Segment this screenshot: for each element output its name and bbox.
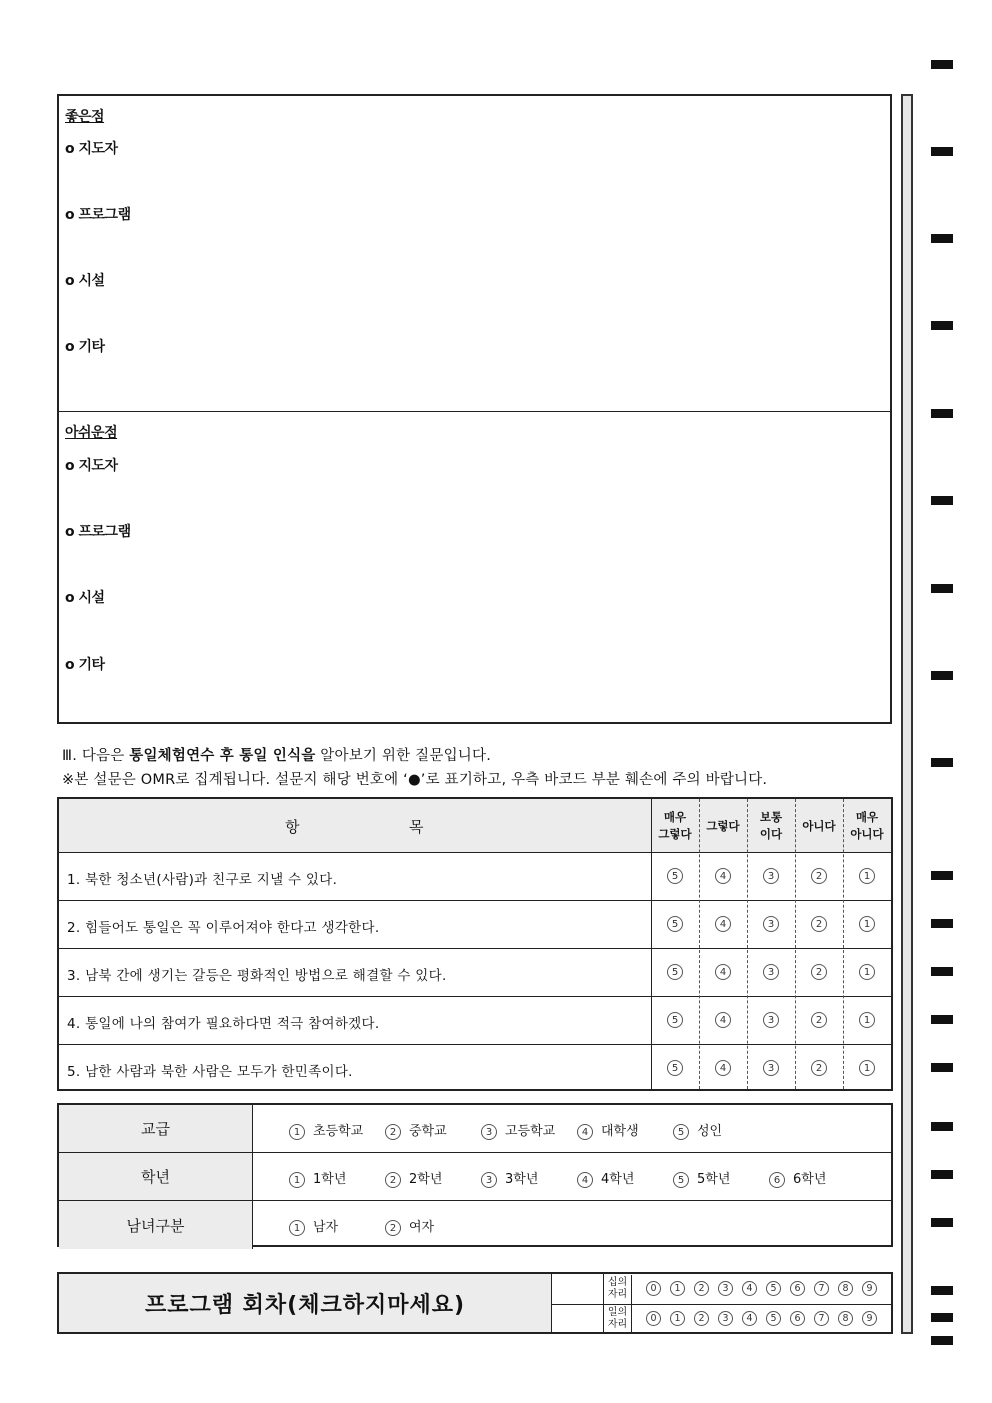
side-strip xyxy=(901,94,913,1334)
ones-digit-bubble[interactable]: 4 xyxy=(742,1311,757,1326)
timing-mark xyxy=(931,1170,953,1179)
tens-digit-bubble[interactable]: 6 xyxy=(790,1281,805,1296)
answer-bubble-q2-5[interactable]: 5 xyxy=(667,916,683,932)
scale-header-1: 매우 그렇다 xyxy=(658,810,692,841)
tens-digit-bubble[interactable]: 3 xyxy=(718,1281,733,1296)
demographic-option[interactable] xyxy=(673,1120,722,1140)
answer-bubble-q5-4[interactable]: 4 xyxy=(715,1060,731,1076)
demographic-label: 남녀구분 xyxy=(59,1201,253,1249)
ones-digit-bubble[interactable]: 1 xyxy=(670,1311,685,1326)
ones-digit-bubble[interactable]: 5 xyxy=(766,1311,781,1326)
answer-bubble-q1-3[interactable]: 3 xyxy=(763,868,779,884)
option-bubble[interactable]: 1 xyxy=(289,1124,305,1140)
omr-notice: ※본 설문은 OMR로 집계됩니다. 설문지 해당 번호에 ‘●’로 표기하고, 우측 바코드 부분 훼손에 주의 바랍니다. xyxy=(62,772,768,788)
bad-item-etc[interactable]: o 기타 xyxy=(65,657,105,673)
tens-digit-bubble[interactable]: 0 xyxy=(646,1281,661,1296)
good-item-program[interactable]: o 프로그램 xyxy=(65,207,131,223)
option-bubble[interactable]: 5 xyxy=(673,1124,689,1140)
answer-bubble-q1-2[interactable]: 2 xyxy=(811,868,827,884)
survey-question-4: 4. 통일에 나의 참여가 필요하다면 적극 참여하겠다. xyxy=(67,1016,380,1032)
demographics-table xyxy=(57,1103,893,1247)
option-label: 고등학교 xyxy=(505,1124,556,1139)
answer-bubble-q2-3[interactable]: 3 xyxy=(763,916,779,932)
instruction-pre: Ⅲ. 다음은 xyxy=(62,748,130,764)
survey-row-1 xyxy=(59,853,891,901)
instruction-bold: 통일체험연수 후 통일 인식을 xyxy=(129,748,316,764)
option-bubble[interactable]: 2 xyxy=(385,1172,401,1188)
timing-mark xyxy=(931,584,953,593)
option-bubble[interactable]: 4 xyxy=(577,1172,593,1188)
bad-item-program[interactable]: o 프로그램 xyxy=(65,524,131,540)
timing-mark xyxy=(931,1218,953,1227)
option-label: 성인 xyxy=(697,1124,723,1139)
tens-digit-bubble[interactable]: 5 xyxy=(766,1281,781,1296)
demographic-option[interactable] xyxy=(577,1120,639,1140)
header-item-label-1: 항 xyxy=(285,818,300,836)
tens-digit-bubble[interactable]: 4 xyxy=(742,1281,757,1296)
answer-bubble-q4-2[interactable]: 2 xyxy=(811,1012,827,1028)
bad-points-section xyxy=(59,412,890,724)
survey-row-5 xyxy=(59,1045,891,1093)
option-label: 대학생 xyxy=(601,1124,639,1139)
survey-col-divider xyxy=(843,799,844,1089)
answer-bubble-q4-1[interactable]: 1 xyxy=(859,1012,875,1028)
demographic-label: 학년 xyxy=(59,1153,253,1200)
option-bubble[interactable]: 2 xyxy=(385,1220,401,1236)
answer-bubble-q4-5[interactable]: 5 xyxy=(667,1012,683,1028)
survey-question-3: 3. 남북 간에 생기는 갈등은 평화적인 방법으로 해결할 수 있다. xyxy=(67,968,447,984)
option-bubble[interactable]: 3 xyxy=(481,1124,497,1140)
demographic-option[interactable] xyxy=(385,1120,447,1140)
section3-instruction xyxy=(62,744,491,765)
option-bubble[interactable]: 1 xyxy=(289,1220,305,1236)
ones-digit-bubble[interactable]: 9 xyxy=(862,1311,877,1326)
option-bubble[interactable]: 2 xyxy=(385,1124,401,1140)
answer-bubble-q4-4[interactable]: 4 xyxy=(715,1012,731,1028)
tens-digit-label: 십의 자리 xyxy=(604,1275,632,1304)
timing-mark xyxy=(931,967,953,976)
timing-mark xyxy=(931,919,953,928)
timing-mark xyxy=(931,60,953,69)
timing-mark xyxy=(931,758,953,767)
scale-header-4: 아니다 xyxy=(802,818,836,833)
survey-question-2: 2. 힘들어도 통일은 꼭 이루어져야 한다고 생각한다. xyxy=(67,920,380,936)
answer-bubble-q2-2[interactable]: 2 xyxy=(811,916,827,932)
demographic-row-1 xyxy=(59,1105,891,1153)
timing-mark xyxy=(931,321,953,330)
survey-col-divider xyxy=(747,799,748,1089)
option-label: 2학년 xyxy=(409,1172,443,1187)
demographic-option[interactable] xyxy=(289,1120,363,1140)
answer-bubble-q2-4[interactable]: 4 xyxy=(715,916,731,932)
ones-digit-label: 일의 자리 xyxy=(604,1305,632,1334)
timing-mark xyxy=(931,1015,953,1024)
ones-digit-bubble[interactable]: 6 xyxy=(790,1311,805,1326)
demographic-option[interactable] xyxy=(577,1168,634,1188)
bad-item-facility[interactable]: o 시설 xyxy=(65,590,105,606)
survey-col-divider xyxy=(795,799,796,1089)
option-label: 1학년 xyxy=(313,1172,347,1187)
answer-bubble-q5-5[interactable]: 5 xyxy=(667,1060,683,1076)
timing-mark xyxy=(931,496,953,505)
demographic-label: 교급 xyxy=(59,1105,253,1152)
demographic-row-3 xyxy=(59,1201,891,1249)
answer-bubble-q3-2[interactable]: 2 xyxy=(811,964,827,980)
answer-bubble-q3-5[interactable]: 5 xyxy=(667,964,683,980)
option-bubble[interactable]: 6 xyxy=(769,1172,785,1188)
answer-bubble-q3-4[interactable]: 4 xyxy=(715,964,731,980)
answer-bubble-q3-1[interactable]: 1 xyxy=(859,964,875,980)
survey-question-1: 1. 북한 청소년(사람)과 친구로 지낼 수 있다. xyxy=(67,872,338,888)
demographic-option[interactable] xyxy=(385,1168,442,1188)
answer-bubble-q1-1[interactable]: 1 xyxy=(859,868,875,884)
good-item-facility[interactable]: o 시설 xyxy=(65,273,105,289)
good-points-title: 좋은점 xyxy=(65,109,105,125)
survey-row-2 xyxy=(59,901,891,949)
demographic-option[interactable] xyxy=(481,1120,555,1140)
demographic-row-2 xyxy=(59,1153,891,1201)
bad-item-leader[interactable]: o 지도자 xyxy=(65,458,118,474)
survey-row-3 xyxy=(59,949,891,997)
ones-digit-row xyxy=(604,1305,891,1334)
option-bubble[interactable]: 1 xyxy=(289,1172,305,1188)
scale-header-5: 매우 아니다 xyxy=(850,810,884,841)
demographic-option[interactable] xyxy=(481,1168,538,1188)
tens-digit-row xyxy=(604,1275,891,1304)
timing-mark xyxy=(931,1122,953,1131)
header-item-label-2: 목 xyxy=(409,818,424,836)
timing-mark xyxy=(931,1063,953,1072)
answer-bubble-q5-3[interactable]: 3 xyxy=(763,1060,779,1076)
option-label: 중학교 xyxy=(409,1124,447,1139)
demographic-option[interactable] xyxy=(769,1168,826,1188)
program-round-box xyxy=(57,1272,893,1334)
tens-digit-bubble[interactable]: 9 xyxy=(862,1281,877,1296)
answer-bubble-q5-2[interactable]: 2 xyxy=(811,1060,827,1076)
scale-header-2: 그렇다 xyxy=(706,818,740,833)
timing-mark xyxy=(931,671,953,680)
ones-digit-bubble[interactable]: 0 xyxy=(646,1311,661,1326)
timing-mark xyxy=(931,234,953,243)
good-points-section xyxy=(59,96,890,412)
timing-mark xyxy=(931,147,953,156)
tens-digit-bubble[interactable]: 2 xyxy=(694,1281,709,1296)
demographic-option[interactable] xyxy=(289,1216,338,1236)
survey-row-4 xyxy=(59,997,891,1045)
option-label: 남자 xyxy=(313,1220,339,1235)
answer-bubble-q1-5[interactable]: 5 xyxy=(667,868,683,884)
option-label: 초등학교 xyxy=(313,1124,364,1139)
demographic-option[interactable] xyxy=(385,1216,434,1236)
option-label: 4학년 xyxy=(601,1172,635,1187)
option-bubble[interactable]: 3 xyxy=(481,1172,497,1188)
ones-digit-bubble[interactable]: 7 xyxy=(814,1311,829,1326)
survey-table xyxy=(57,797,893,1091)
answer-bubble-q4-3[interactable]: 3 xyxy=(763,1012,779,1028)
option-label: 여자 xyxy=(409,1220,435,1235)
timing-mark xyxy=(931,871,953,880)
survey-col-divider xyxy=(699,799,700,1089)
good-item-leader[interactable]: o 지도자 xyxy=(65,141,118,157)
scale-header-3: 보통 이다 xyxy=(759,810,783,841)
answer-bubble-q3-3[interactable]: 3 xyxy=(763,964,779,980)
instruction-post: 알아보기 위한 질문입니다. xyxy=(315,748,491,764)
survey-col-divider xyxy=(651,799,652,1089)
program-blank-cell xyxy=(552,1274,604,1332)
tens-digit-bubble[interactable]: 7 xyxy=(814,1281,829,1296)
demographic-option[interactable] xyxy=(673,1168,730,1188)
answer-bubble-q5-1[interactable]: 1 xyxy=(859,1060,875,1076)
ones-digit-bubble[interactable]: 2 xyxy=(694,1311,709,1326)
option-label: 5학년 xyxy=(697,1172,731,1187)
option-label: 6학년 xyxy=(793,1172,827,1187)
timing-mark xyxy=(931,1313,953,1322)
timing-mark xyxy=(931,409,953,418)
ones-digit-bubble[interactable]: 8 xyxy=(838,1311,853,1326)
ones-digit-bubble[interactable]: 3 xyxy=(718,1311,733,1326)
survey-header xyxy=(59,799,891,853)
comment-box xyxy=(57,94,892,724)
timing-mark xyxy=(931,1336,953,1345)
demographic-option[interactable] xyxy=(289,1168,346,1188)
option-bubble[interactable]: 4 xyxy=(577,1124,593,1140)
tens-digit-bubble[interactable]: 8 xyxy=(838,1281,853,1296)
answer-bubble-q2-1[interactable]: 1 xyxy=(859,916,875,932)
answer-bubble-q1-4[interactable]: 4 xyxy=(715,868,731,884)
option-label: 3학년 xyxy=(505,1172,539,1187)
timing-mark xyxy=(931,1286,953,1295)
survey-question-5: 5. 남한 사람과 북한 사람은 모두가 한민족이다. xyxy=(67,1064,353,1080)
tens-digit-bubble[interactable]: 1 xyxy=(670,1281,685,1296)
program-round-title: 프로그램 회차(체크하지마세요) xyxy=(59,1274,552,1332)
good-item-etc[interactable]: o 기타 xyxy=(65,339,105,355)
option-bubble[interactable]: 5 xyxy=(673,1172,689,1188)
bad-points-title: 아쉬운점 xyxy=(65,425,118,441)
